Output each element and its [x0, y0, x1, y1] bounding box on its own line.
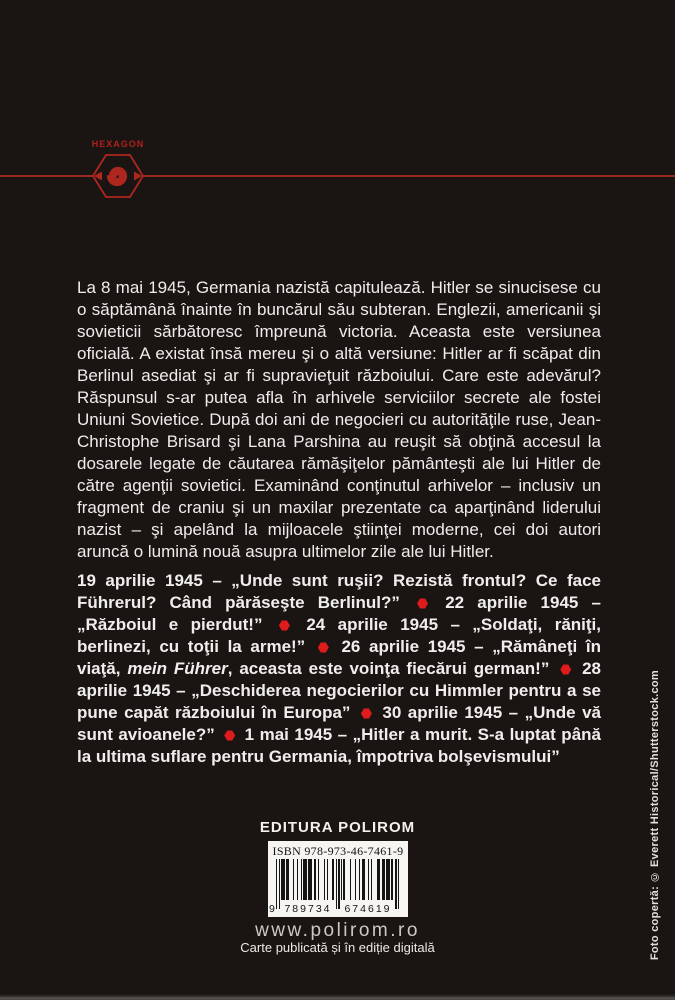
- photo-credit: Foto copertă: © Everett Historical/Shutterstock.com: [649, 669, 661, 960]
- red-hexagon-bullet-icon: [279, 620, 290, 631]
- red-hexagon-bullet-icon: [417, 598, 428, 609]
- hexagon-logo: [91, 139, 145, 202]
- synopsis-text: La 8 mai 1945, Germania nazistă capitulează. Hitler se sinucisese cu o săptămână înainte în buncărul său subteran. Englezii, americanii şi sovieticii sărbătoresc împreună victoria. Aceasta este versiunea oficială. A existat însă mereu şi o altă versiune: Hitler ar fi scăpat din Berlinul asediat şi ar fi supravieţuit războiului. Care este adevărul? Răspunsul s-ar putea afla în arhivele serviciilor secrete ale fostei Uniuni Sovietice. După doi ani de negocieri cu autorităţile ruse, Jean-Christophe Brisard şi Lana Parshina au reuşit să obţină accesul la dosarele legate de căutarea rămăşiţelor pământeşti ale lui Hitler de către agenţii sovietici. Examinând conţinutul arhivelor – inclusiv un fragment de craniu şi un maxilar prezentate ca aparţinând liderului nazist – şi apelând la mijloacele ştiinţei moderne, cei doi autori aruncă o lumină nouă asupra ultimelor zile ale lui Hitler.: [77, 278, 601, 561]
- isbn-label: ISBN 978-973-46-7461-9: [272, 844, 404, 858]
- red-hexagon-bullet-icon: [224, 730, 235, 741]
- timeline-segment: , aceasta este voinţa fiecărui german!”: [227, 659, 557, 678]
- timeline-segment: 26 aprilie 1945 – „Rămâneţi în viaţă,: [77, 637, 601, 678]
- timeline-segment: 30 aprilie 1945 – „Unde vă sunt avioanele?”: [77, 703, 601, 744]
- timeline-segment: 22 aprilie 1945 – „Războiul e pierdut!”: [77, 593, 601, 634]
- red-hexagon-bullet-icon: [560, 664, 571, 675]
- hexagon-logo-label: HEXAGON: [91, 139, 145, 149]
- digital-edition-note: Carte publicată și în ediție digitală: [240, 940, 435, 955]
- barcode-digits-left: 789734: [284, 903, 332, 915]
- barcode-digits-right: 674619: [344, 903, 392, 915]
- publisher-website: www.polirom.ro: [255, 920, 420, 941]
- timeline-segment: 24 aprilie 1945 – „Soldaţi, răniţi, berlinezi, cu toţii la arme!”: [77, 615, 601, 656]
- publisher-name: EDITURA POLIROM: [259, 819, 416, 836]
- red-hexagon-bullet-icon: [318, 642, 329, 653]
- timeline-segment: 19 aprilie 1945 – „Unde sunt ruşii? Rezistă frontul? Ce face Führerul? Când părăseşte Berlinul?”: [77, 571, 601, 612]
- timeline-text: [77, 570, 601, 768]
- red-hexagon-bullet-icon: [361, 708, 372, 719]
- timeline-segment: 1 mai 1945 – „Hitler a murit. S-a luptat până la ultima suflare pentru Germania, împotriva bolşevismului”: [77, 725, 601, 766]
- book-edge-bottom: [0, 994, 675, 1000]
- barcode-digit-first: 9: [269, 903, 275, 915]
- book-edge-left: [0, 0, 6, 1000]
- timeline-segment: 28 aprilie 1945 – „Deschiderea negocierilor cu Himmler pentru a se pune capăt războiului în Europa”: [77, 659, 601, 722]
- barcode: [268, 841, 408, 917]
- hexagon-spiral-icon: [91, 150, 145, 202]
- timeline-italic-segment: mein Führer: [127, 659, 228, 678]
- barcode-bars: [276, 859, 400, 909]
